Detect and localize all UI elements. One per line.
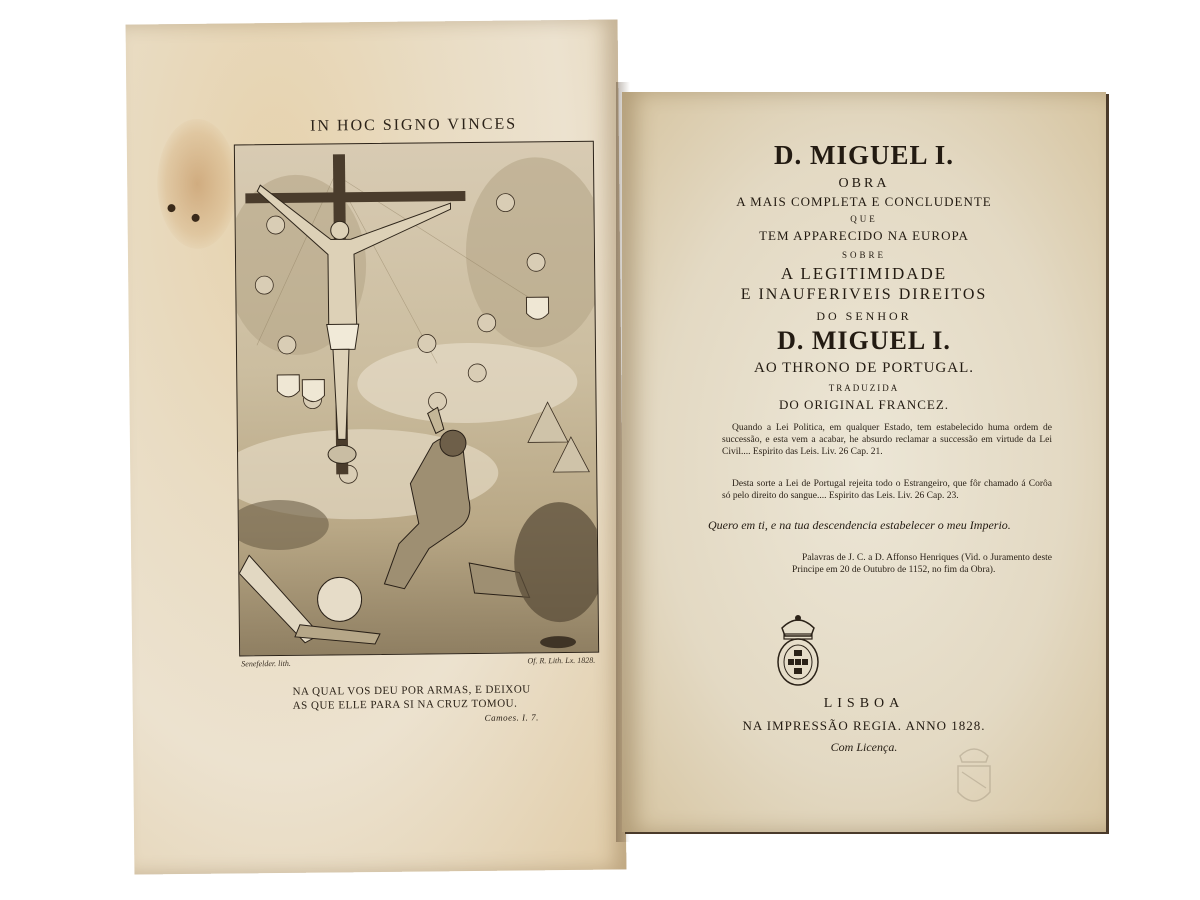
title-line: DO ORIGINAL FRANCEZ. xyxy=(778,397,950,412)
caption-line: AS QUE ELLE PARA SI NA CRUZ TOMOU. xyxy=(292,697,518,712)
epigraph-2: Desta sorte a Lei de Portugal rejeita todo o Estrangeiro, que fôr chamado á Corôa só pelo direito do sangue.... Espirito das Leis. Liv. 26 Cap. 23. xyxy=(722,479,1052,501)
royal-arms-emblem-icon xyxy=(772,612,824,695)
title-line: E INAUFERIVEIS DIREITOS xyxy=(740,286,988,303)
left-page xyxy=(126,19,627,874)
blind-stamp-icon xyxy=(952,742,996,817)
engraving-caption xyxy=(292,682,552,727)
title-line: SOBRE xyxy=(841,250,886,260)
title-line: TRADUZIDA xyxy=(828,383,900,393)
worm-hole xyxy=(192,214,200,222)
epigraph-3: Quero em ti, e na tua descendencia estabelecer o meu Imperio. xyxy=(708,518,1011,532)
title-line: TEM APPARECIDO NA EUROPA xyxy=(759,228,969,243)
main-title: D. MIGUEL I. xyxy=(773,140,955,170)
title-page xyxy=(622,92,1106,832)
water-stain xyxy=(157,118,238,249)
worm-hole xyxy=(167,204,175,212)
caption-line: NA QUAL VOS DEU POR ARMAS, E DEIXOU xyxy=(292,683,531,698)
subject-title: D. MIGUEL I. xyxy=(777,326,951,355)
title-line: A MAIS COMPLETA E CONCLUDENTE xyxy=(736,194,992,209)
crucifixion-illustration xyxy=(235,142,598,656)
epigraph-1: Quando a Lei Politica, em qualquer Estado, tem estabelecido huma ordem de successão, e esta vem a acabar, he absurdo reclamar a successão em virtude da Lei Civil.... Espirito das Leis. Liv. 26 Cap. 21. xyxy=(722,423,1052,457)
printer-credit: Of. R. Lith. Lx. 1828. xyxy=(527,655,596,666)
title-line: A LEGITIMIDADE xyxy=(780,264,948,283)
imprint-city: LISBOA xyxy=(823,696,905,711)
title-line: DO SENHOR xyxy=(816,309,912,323)
engraving-motto: IN HOC SIGNO VINCES xyxy=(310,115,518,135)
imprint-license: Com Licença. xyxy=(830,740,898,754)
caption-citation: Camoes. I. 7. xyxy=(484,712,539,723)
imprint-press: NA IMPRESSÃO REGIA. ANNO 1828. xyxy=(742,718,986,733)
frontispiece-engraving xyxy=(234,115,600,679)
title-line: AO THRONO DE PORTUGAL. xyxy=(754,360,974,376)
epigraph-4: Palavras de J. C. a D. Affonso Henriques (Vid. o Juramento deste Principe em 20 de Outubro de 1152, no fim da Obra). xyxy=(792,553,1052,575)
engraving-frame xyxy=(234,141,599,657)
title-line: OBRA xyxy=(838,176,890,191)
lithographer-credit: Senefelder. lith. xyxy=(241,658,291,669)
title-line: QUE xyxy=(850,214,878,224)
open-book xyxy=(130,22,1110,877)
